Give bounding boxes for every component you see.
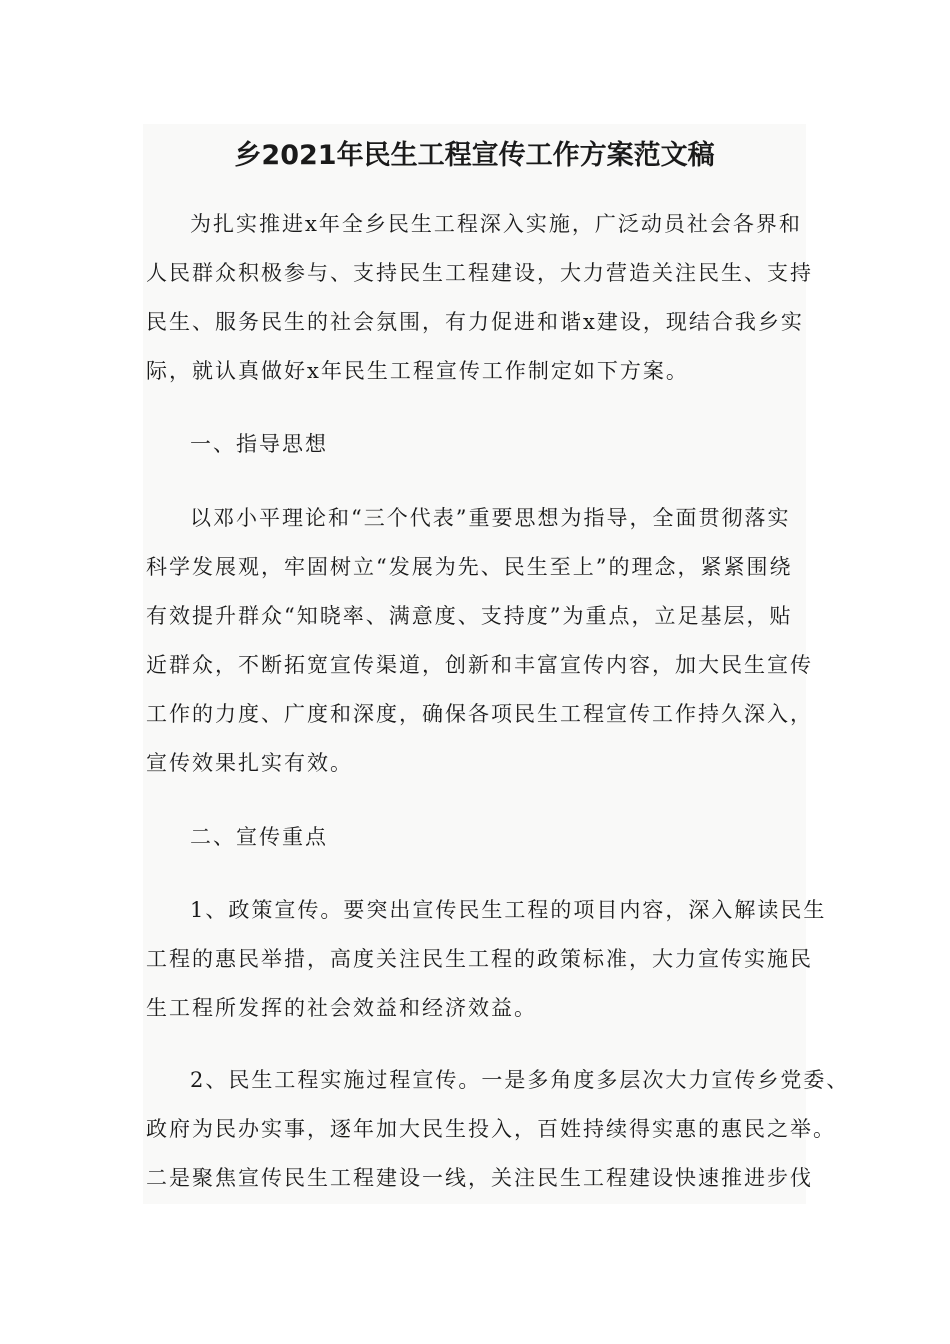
paragraph-line: 二是聚焦宣传民生工程建设一线，关注民生工程建设快速推进步伐 bbox=[146, 1166, 813, 1190]
section-heading-publicity-focus bbox=[146, 813, 806, 862]
paragraph-line: 2、民生工程实施过程宣传。一是多角度多层次大力宣传乡党委、 bbox=[190, 1068, 850, 1092]
paragraph-line: 际，就认真做好x年民生工程宣传工作制定如下方案。 bbox=[146, 359, 689, 383]
paragraph-line: 以邓小平理论和“三个代表”重要思想为指导，全面贯彻落实 bbox=[190, 506, 791, 530]
paragraph-line: 近群众，不断拓宽宣传渠道，创新和丰富宣传内容，加大民生宣传 bbox=[146, 653, 813, 677]
paragraph-line: 生工程所发挥的社会效益和经济效益。 bbox=[146, 996, 537, 1020]
paragraph-line: 民生、服务民生的社会氛围，有力促进和谐x建设，现结合我乡实 bbox=[146, 310, 804, 334]
section-heading: 二、宣传重点 bbox=[190, 825, 328, 849]
paragraph-line: 宣传效果扎实有效。 bbox=[146, 751, 353, 775]
paragraph-line: 有效提升群众“知晓率、满意度、支持度”为重点，立足基层，贴 bbox=[146, 604, 793, 628]
document-title: 乡2021年民生工程宣传工作方案范文稿 bbox=[234, 140, 715, 171]
paragraph-line: 工程的惠民举措，高度关注民生工程的政策标准，大力宣传实施民 bbox=[146, 947, 813, 971]
paragraph-line: 人民群众积极参与、支持民生工程建设，大力营造关注民生、支持 bbox=[146, 261, 813, 285]
paragraph-guiding-thought bbox=[146, 494, 813, 788]
section-heading: 一、指导思想 bbox=[190, 432, 328, 456]
paragraph-policy-publicity bbox=[146, 886, 827, 1033]
paragraph-line: 科学发展观，牢固树立“发展为先、民生至上”的理念，紧紧围绕 bbox=[146, 555, 793, 579]
document-page bbox=[143, 124, 850, 1204]
paragraph-line: 政府为民办实事，逐年加大民生投入，百姓持续得实惠的惠民之举。 bbox=[146, 1117, 836, 1141]
paragraph-implementation-publicity bbox=[146, 1056, 850, 1203]
paragraph-line: 为扎实推进x年全乡民生工程深入实施，广泛动员社会各界和 bbox=[190, 212, 802, 236]
paragraph-line: 工作的力度、广度和深度，确保各项民生工程宣传工作持久深入， bbox=[146, 702, 813, 726]
paragraph-intro bbox=[146, 200, 813, 396]
paragraph-line: 1、政策宣传。要突出宣传民生工程的项目内容，深入解读民生 bbox=[190, 898, 827, 922]
section-heading-guiding-thought bbox=[146, 420, 806, 469]
